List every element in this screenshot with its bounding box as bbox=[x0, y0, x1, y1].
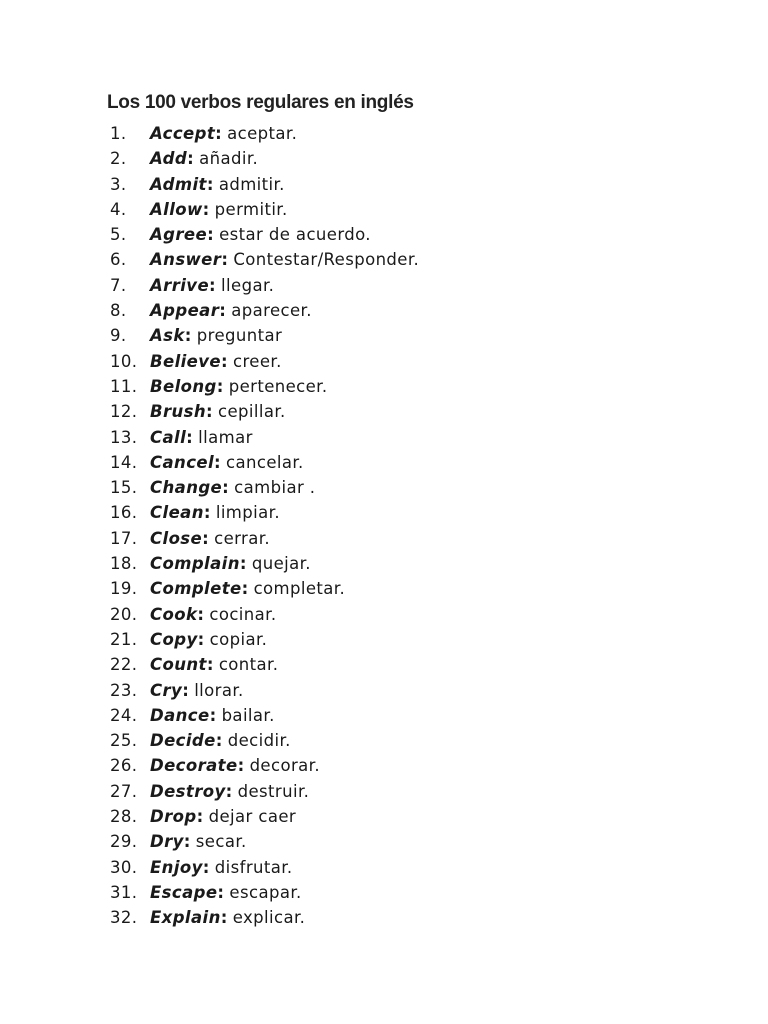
item-translation: bailar. bbox=[221, 705, 275, 725]
item-verb: Escape bbox=[150, 882, 218, 902]
item-verb: Answer bbox=[150, 250, 222, 270]
list-item bbox=[110, 172, 419, 197]
list-item bbox=[110, 222, 419, 247]
item-colon: : bbox=[182, 680, 190, 700]
item-number: 2. bbox=[110, 149, 127, 169]
list-item bbox=[110, 526, 419, 551]
item-number: 22. bbox=[110, 655, 138, 675]
item-translation: cerrar. bbox=[214, 528, 271, 548]
item-number: 26. bbox=[110, 756, 138, 776]
item-colon: : bbox=[184, 326, 192, 346]
item-translation: añadir. bbox=[199, 149, 259, 169]
item-verb: Enjoy bbox=[150, 857, 203, 877]
item-colon: : bbox=[202, 857, 210, 877]
item-translation: copiar. bbox=[209, 629, 268, 649]
item-verb: Belong bbox=[150, 376, 217, 396]
list-item bbox=[110, 450, 419, 475]
item-verb: Decide bbox=[150, 731, 216, 751]
item-colon: : bbox=[206, 174, 214, 194]
list-item bbox=[110, 627, 419, 652]
item-translation: permitir. bbox=[214, 199, 288, 219]
item-colon: : bbox=[197, 604, 205, 624]
item-translation: disfrutar. bbox=[214, 857, 293, 877]
item-verb: Explain bbox=[150, 908, 221, 928]
item-number: 20. bbox=[110, 604, 138, 624]
page-title: Los 100 verbos regulares en inglés bbox=[107, 92, 414, 113]
item-colon: : bbox=[206, 402, 214, 422]
list-item bbox=[110, 425, 419, 450]
item-verb: Admit bbox=[150, 174, 207, 194]
item-colon: : bbox=[241, 579, 249, 599]
item-colon: : bbox=[207, 225, 215, 245]
item-colon: : bbox=[215, 731, 223, 751]
item-verb: Close bbox=[150, 528, 203, 548]
item-number: 15. bbox=[110, 478, 138, 498]
item-translation: llorar. bbox=[194, 680, 244, 700]
list-item bbox=[110, 197, 419, 222]
item-number: 28. bbox=[110, 807, 138, 827]
item-verb: Accept bbox=[150, 124, 216, 143]
list-item bbox=[110, 551, 419, 576]
list-item bbox=[110, 703, 419, 728]
item-translation: estar de acuerdo. bbox=[219, 225, 371, 245]
list-item bbox=[110, 855, 419, 880]
item-number: 19. bbox=[110, 579, 138, 599]
item-colon: : bbox=[215, 124, 223, 143]
item-colon: : bbox=[206, 655, 214, 675]
item-verb: Arrive bbox=[150, 275, 210, 295]
item-number: 1. bbox=[110, 124, 127, 143]
list-item bbox=[110, 880, 419, 905]
item-colon: : bbox=[220, 908, 228, 928]
item-colon: : bbox=[197, 629, 205, 649]
item-translation: aceptar. bbox=[227, 124, 298, 143]
item-colon: : bbox=[217, 882, 225, 902]
item-verb: Dry bbox=[150, 832, 184, 852]
item-number: 29. bbox=[110, 832, 138, 852]
item-number: 7. bbox=[110, 275, 127, 295]
item-colon: : bbox=[209, 705, 217, 725]
item-number: 5. bbox=[110, 225, 127, 245]
list-item bbox=[110, 829, 419, 854]
item-number: 32. bbox=[110, 908, 138, 928]
item-colon: : bbox=[214, 452, 222, 472]
list-item bbox=[110, 146, 419, 171]
item-verb: Dance bbox=[150, 705, 210, 725]
list-item bbox=[110, 298, 419, 323]
item-colon: : bbox=[187, 149, 195, 169]
item-colon: : bbox=[219, 301, 227, 321]
item-translation: secar. bbox=[195, 832, 247, 852]
list-item bbox=[110, 602, 419, 627]
item-number: 13. bbox=[110, 427, 138, 447]
list-item bbox=[110, 399, 419, 424]
item-verb: Cook bbox=[150, 604, 198, 624]
item-number: 23. bbox=[110, 680, 138, 700]
item-verb: Count bbox=[150, 655, 207, 675]
item-number: 9. bbox=[110, 326, 127, 346]
item-number: 24. bbox=[110, 705, 138, 725]
item-colon: : bbox=[202, 528, 210, 548]
list-item bbox=[110, 273, 419, 298]
item-verb: Complete bbox=[150, 579, 242, 599]
item-verb: Believe bbox=[150, 351, 222, 371]
item-number: 14. bbox=[110, 452, 138, 472]
item-translation: cocinar. bbox=[209, 604, 277, 624]
item-translation: aparecer. bbox=[231, 301, 312, 321]
item-translation: preguntar bbox=[196, 326, 283, 346]
item-translation: Contestar/Responder. bbox=[233, 250, 420, 270]
item-number: 17. bbox=[110, 528, 138, 548]
list-item bbox=[110, 323, 419, 348]
item-verb: Clean bbox=[150, 503, 204, 523]
item-colon: : bbox=[221, 250, 229, 270]
list-item bbox=[110, 576, 419, 601]
item-verb: Change bbox=[150, 478, 223, 498]
item-translation: escapar. bbox=[229, 882, 302, 902]
item-translation: llegar. bbox=[221, 275, 275, 295]
item-colon: : bbox=[196, 807, 204, 827]
item-translation: contar. bbox=[218, 655, 279, 675]
item-translation: completar. bbox=[253, 579, 346, 599]
item-verb: Agree bbox=[150, 225, 208, 245]
item-translation: quejar. bbox=[251, 554, 311, 574]
item-verb: Allow bbox=[150, 199, 203, 219]
list-item bbox=[110, 779, 419, 804]
item-translation: pertenecer. bbox=[228, 376, 328, 396]
item-number: 16. bbox=[110, 503, 138, 523]
list-item bbox=[110, 804, 419, 829]
item-translation: creer. bbox=[233, 351, 282, 371]
item-number: 30. bbox=[110, 857, 138, 877]
list-item bbox=[110, 500, 419, 525]
item-colon: : bbox=[209, 275, 217, 295]
item-verb: Appear bbox=[150, 301, 220, 321]
item-number: 11. bbox=[110, 376, 138, 396]
item-translation: dejar caer bbox=[208, 807, 297, 827]
item-number: 18. bbox=[110, 554, 138, 574]
item-number: 10. bbox=[110, 351, 138, 371]
item-translation: destruir. bbox=[237, 781, 310, 801]
item-translation: cambiar . bbox=[234, 478, 316, 498]
item-number: 31. bbox=[110, 882, 138, 902]
item-number: 25. bbox=[110, 731, 138, 751]
list-item bbox=[110, 753, 419, 778]
item-verb: Copy bbox=[150, 629, 198, 649]
item-translation: admitir. bbox=[218, 174, 285, 194]
item-verb: Cry bbox=[150, 680, 183, 700]
item-translation: decidir. bbox=[227, 731, 291, 751]
item-verb: Cancel bbox=[150, 452, 215, 472]
item-colon: : bbox=[183, 832, 191, 852]
item-number: 8. bbox=[110, 301, 127, 321]
item-translation: decorar. bbox=[249, 756, 320, 776]
item-colon: : bbox=[202, 199, 210, 219]
item-translation: llamar bbox=[198, 427, 253, 447]
list-item bbox=[110, 905, 419, 930]
item-verb: Ask bbox=[150, 326, 185, 346]
item-translation: cancelar. bbox=[226, 452, 304, 472]
item-verb: Destroy bbox=[150, 781, 226, 801]
verb-list bbox=[110, 121, 419, 931]
list-item bbox=[110, 247, 419, 272]
item-colon: : bbox=[237, 756, 245, 776]
item-colon: : bbox=[225, 781, 233, 801]
item-translation: explicar. bbox=[232, 908, 306, 928]
list-item bbox=[110, 475, 419, 500]
item-number: 21. bbox=[110, 629, 138, 649]
item-translation: cepillar. bbox=[218, 402, 286, 422]
item-verb: Complain bbox=[150, 554, 240, 574]
item-colon: : bbox=[222, 478, 230, 498]
item-verb: Call bbox=[150, 427, 187, 447]
list-item bbox=[110, 349, 419, 374]
item-number: 27. bbox=[110, 781, 138, 801]
item-colon: : bbox=[239, 554, 247, 574]
item-colon: : bbox=[186, 427, 194, 447]
item-number: 12. bbox=[110, 402, 138, 422]
item-verb: Drop bbox=[150, 807, 197, 827]
item-colon: : bbox=[203, 503, 211, 523]
list-item bbox=[110, 121, 419, 146]
item-verb: Decorate bbox=[150, 756, 238, 776]
item-translation: limpiar. bbox=[215, 503, 280, 523]
item-colon: : bbox=[216, 376, 224, 396]
list-item bbox=[110, 678, 419, 703]
item-number: 6. bbox=[110, 250, 127, 270]
item-number: 4. bbox=[110, 199, 127, 219]
item-verb: Brush bbox=[150, 402, 207, 422]
list-item bbox=[110, 652, 419, 677]
list-item bbox=[110, 728, 419, 753]
item-colon: : bbox=[221, 351, 229, 371]
list-item bbox=[110, 374, 419, 399]
item-number: 3. bbox=[110, 174, 127, 194]
item-verb: Add bbox=[150, 149, 188, 169]
